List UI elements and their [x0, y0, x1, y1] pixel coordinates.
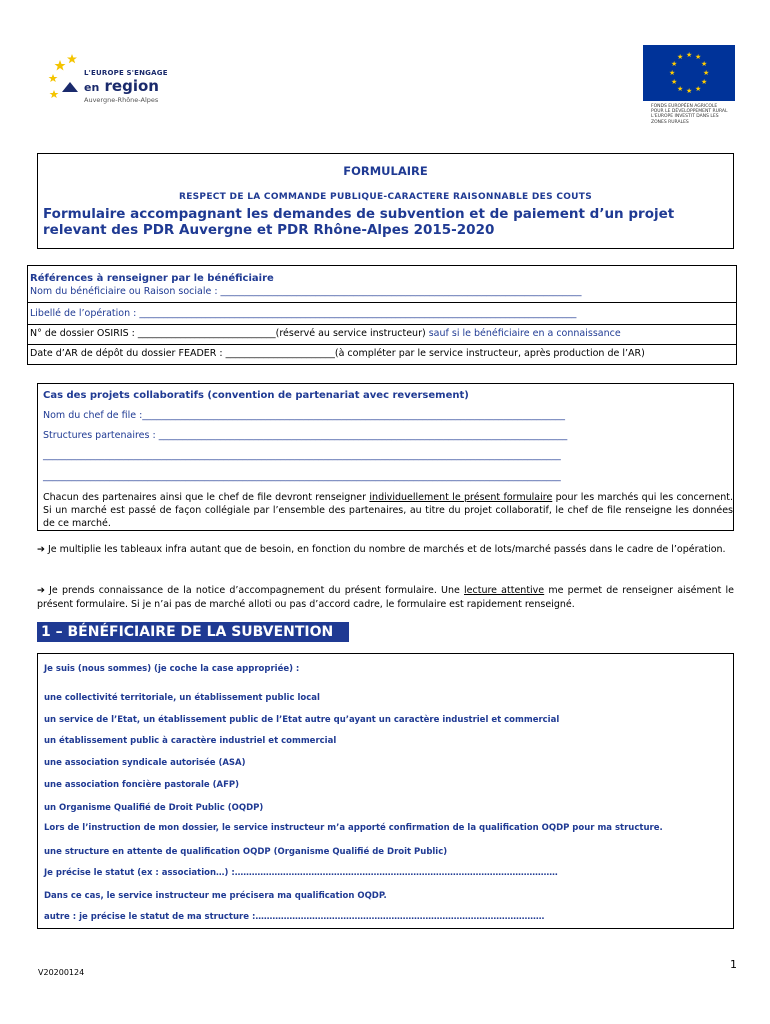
- beneficiaire-field[interactable]: Nom du bénéficiaire ou Raison sociale : ____________________________________________________________________________: [30, 286, 582, 297]
- eu-feader-logo: [643, 45, 735, 135]
- date-ar-field[interactable]: Date d’AR de dépôt du dossier FEADER : _______________________(à compléter par le service instructeur, après production de l’AR): [30, 348, 645, 359]
- svg-text:★: ★: [671, 60, 678, 68]
- region-logo-line2: en region: [84, 77, 159, 95]
- region-logo-line3: Auvergne-Rhône-Alpes: [84, 96, 159, 104]
- svg-text:★: ★: [703, 69, 710, 77]
- option-oqdp-attente[interactable]: une structure en attente de qualification OQDP (Organisme Qualifié de Droit Public): [44, 847, 448, 857]
- option-oqdp[interactable]: un Organisme Qualifié de Droit Public (OQDP): [44, 803, 264, 813]
- collab-heading: Cas des projets collaboratifs (convention de partenariat avec reversement): [43, 390, 469, 401]
- statut-field[interactable]: Je précise le statut (ex : association…) :……………………………………………………………………………………………………: [44, 868, 558, 878]
- svg-text:★: ★: [677, 85, 684, 93]
- collab-paragraph: Chacun des partenaires ainsi que le chef de file devront renseigner individuellement le présent formulaire pour les marchés qui les concernent. Si un marché est passé de façon collégiale par l’ensemble des partenaires, au titre du projet collaboratif, le chef de file renseigne les données de ce marché.: [43, 492, 733, 529]
- svg-text:★: ★: [701, 78, 708, 86]
- form-subtitle: RESPECT DE LA COMMANDE PUBLIQUE-CARACTERE RAISONNABLE DES COUTS: [178, 192, 593, 202]
- region-logo: [48, 52, 208, 122]
- references-heading: Références à renseigner par le bénéficiaire: [30, 273, 274, 284]
- svg-text:★: ★: [671, 78, 678, 86]
- page-number: 1: [730, 958, 737, 971]
- option-epic[interactable]: un établissement public à caractère industriel et commercial: [44, 736, 337, 746]
- structures-field[interactable]: Structures partenaires : ______________________________________________________________________________________: [43, 430, 568, 441]
- star-ring-icon: [48, 52, 88, 107]
- version-label: V20200124: [38, 968, 85, 977]
- section-1-intro: Je suis (nous sommes) (je coche la case appropriée) :: [44, 664, 300, 674]
- svg-text:★: ★: [669, 69, 676, 77]
- option-autre[interactable]: autre : je précise le statut de ma structure :…………………………………………………………………………………………: [44, 912, 545, 922]
- oqdp-confirmation: Lors de l’instruction de mon dossier, le service instructeur m’a apporté confirmation de la qualification OQDP pour ma structure.: [44, 823, 663, 833]
- divider: [28, 324, 736, 325]
- libelle-field[interactable]: Libellé de l’opération : ____________________________________________________________________________________________: [30, 308, 577, 319]
- divider: [28, 344, 736, 345]
- region-logo-line1: L'EUROPE S'ENGAGE: [84, 69, 168, 77]
- form-title: FORMULAIRE: [343, 164, 428, 178]
- collab-box: [37, 383, 734, 531]
- note-notice: ➔ Je prends connaissance de la notice d’accompagnement du présent formulaire. Une lecture attentive me permet de renseigner aisément le présent formulaire. Si je n’ai pas de marché alloti ou pas d’accord cadre, le formulaire est rapidement renseigné.: [37, 585, 734, 610]
- divider: [28, 302, 736, 303]
- osiris-field[interactable]: N° de dossier OSIRIS : _____________________________(réservé au service instructeur) sauf si le bénéficiaire en a connaissance: [30, 328, 621, 339]
- blank-line[interactable]: _____________________________________________________________________________________________________________: [43, 450, 561, 461]
- section-1-box: [37, 653, 734, 929]
- svg-text:★: ★: [695, 85, 702, 93]
- svg-text:★: ★: [677, 53, 684, 61]
- oqdp-note: Dans ce cas, le service instructeur me précisera ma qualification OQDP.: [44, 891, 387, 901]
- eu-flag-icon: [643, 45, 735, 101]
- eu-caption: FONDS EUROPÉEN AGRICOLE POUR LE DÉVELOPPEMENT RURAL L'EUROPE INVESTIT DANS LES ZONES RURALES: [651, 104, 728, 125]
- svg-text:★: ★: [695, 53, 702, 61]
- blank-line[interactable]: _____________________________________________________________________________________________________________: [43, 471, 561, 482]
- form-main-title: Formulaire accompagnant les demandes de subvention et de paiement d’un projet relevant des PDR Auvergne et PDR Rhône-Alpes 2015-2020: [43, 206, 675, 238]
- svg-text:★: ★: [686, 87, 693, 95]
- svg-text:★: ★: [686, 51, 693, 59]
- option-service-etat[interactable]: un service de l’Etat, un établissement public de l’Etat autre qu’ayant un caractère industriel et commercial: [44, 715, 560, 725]
- option-afp[interactable]: une association foncière pastorale (AFP): [44, 780, 239, 790]
- option-collectivite[interactable]: une collectivité territoriale, un établissement public local: [44, 693, 320, 703]
- chef-de-file-field[interactable]: Nom du chef de file :_________________________________________________________________________________________: [43, 410, 566, 421]
- section-1-title: 1 – BÉNÉFICIAIRE DE LA SUBVENTION: [37, 622, 349, 642]
- note-tableaux: ➔ Je multiplie les tableaux infra autant que de besoin, en fonction du nombre de marchés et de lots/marché passés dans le cadre de l’opération.: [37, 544, 726, 555]
- references-box: [27, 265, 737, 365]
- form-header: [37, 153, 734, 249]
- svg-text:★: ★: [701, 60, 708, 68]
- option-asa[interactable]: une association syndicale autorisée (ASA): [44, 758, 246, 768]
